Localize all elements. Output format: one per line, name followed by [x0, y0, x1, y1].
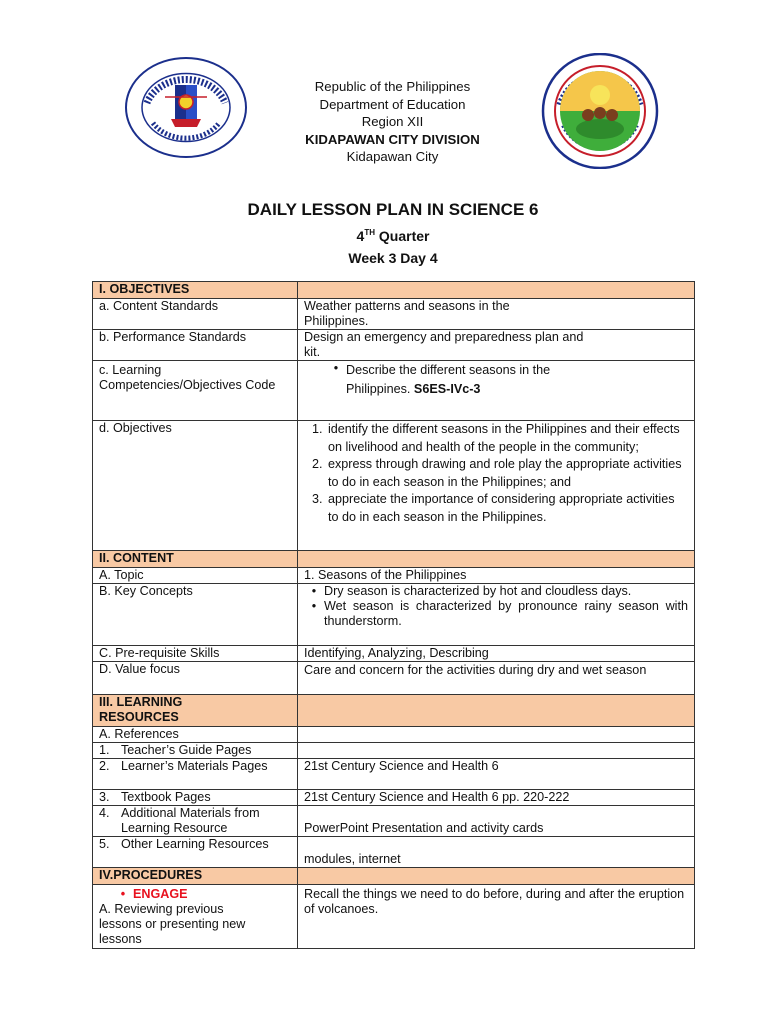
table-row [93, 790, 695, 806]
table-row [93, 568, 695, 584]
prereq-label: C. Pre-requisite Skills [93, 646, 298, 662]
performance-standards-label: b. Performance Standards [93, 330, 298, 361]
key-concept-dry: Dry season is characterized by hot and cloudless days. [324, 584, 632, 598]
competencies-label: c. Learning Competencies/Objectives Code [93, 361, 298, 421]
section-objectives-header: I. OBJECTIVES [93, 282, 298, 299]
ref-learners-materials-value: 21st Century Science and Health 6 [298, 759, 695, 790]
key-concept-wet: Wet season is characterized by pronounce rainy season with thunderstorm. [324, 599, 688, 628]
quarter-number: 4 [356, 228, 365, 244]
bullet: • [333, 361, 339, 375]
value-focus-value: Care and concern for the activities during dry and wet season [298, 662, 695, 695]
competency-code: S6ES-IVc-3 [413, 382, 481, 396]
list-item: 3. appreciate the importance of considering appropriate activities to do in each season in the Philippines. [326, 491, 688, 526]
header-line-division: KIDAPAWAN CITY DIVISION [305, 131, 480, 147]
lesson-plan-table [92, 281, 695, 949]
section-content-blank [298, 551, 695, 568]
step-a-value: Recall the things we need to do before, during and after the eruption of volcanoes. [298, 885, 695, 949]
table-row [93, 727, 695, 743]
header-line-department: Department of Education [319, 96, 466, 112]
ref-other-resources-value: modules, internet [298, 837, 695, 868]
table-row [93, 759, 695, 790]
section-objectives-blank [298, 282, 695, 299]
table-row [93, 646, 695, 662]
section-resources-header: III. LEARNING RESOURCES [93, 695, 298, 727]
week-day-line: Week 3 Day 4 [348, 250, 438, 266]
competency-text: Describe the different seasons in the Philippines. [346, 363, 551, 396]
ref-teachers-guide: 1. Teacher’s Guide Pages [93, 743, 298, 759]
references-label: A. References [93, 727, 298, 743]
ref-textbook-value: 21st Century Science and Health 6 pp. 220-222 [298, 790, 695, 806]
references-blank [298, 727, 695, 743]
list-item: 2. express through drawing and role play the appropriate activities to do in each season in the Philippines; and [326, 456, 688, 491]
header-line-republic: Republic of the Philippines [314, 79, 471, 94]
ref-teachers-guide-value [298, 743, 695, 759]
engage-cell [93, 885, 298, 949]
quarter-suffix: TH [364, 228, 375, 237]
header-line-region: Region XII [361, 114, 424, 129]
performance-standards-value: Design an emergency and preparedness plan and kit. [298, 330, 695, 361]
ref-additional-materials: 4. Additional Materials from Learning Resource [93, 806, 298, 837]
topic-value: 1. Seasons of the Philippines [298, 568, 695, 584]
list-item [304, 584, 688, 599]
section-procedures-row [93, 868, 695, 885]
bullet: • [120, 887, 126, 901]
section-resources-blank [298, 695, 695, 727]
prereq-value: Identifying, Analyzing, Describing [298, 646, 695, 662]
content-standards-label: a. Content Standards [93, 299, 298, 330]
table-row [93, 421, 695, 551]
quarter-line [0, 222, 768, 247]
deped-seal-right [540, 53, 660, 169]
key-concepts-value [298, 584, 695, 646]
engage-heading [99, 887, 291, 902]
page-title: DAILY LESSON PLAN IN SCIENCE 6 [247, 200, 539, 219]
value-focus-label: D. Value focus [93, 662, 298, 695]
objectives-label: d. Objectives [93, 421, 298, 551]
competencies-value [298, 361, 695, 421]
objectives-value [298, 421, 695, 551]
title-block [0, 198, 768, 269]
table-row [93, 330, 695, 361]
table-row [93, 837, 695, 868]
bullet: • [311, 584, 317, 598]
table-row [93, 806, 695, 837]
topic-label: A. Topic [93, 568, 298, 584]
section-content-header: II. CONTENT [93, 551, 298, 568]
section-content-row [93, 551, 695, 568]
step-a-label: A. Reviewing previous lessons or presenting new lessons [99, 902, 246, 946]
table-row [93, 885, 695, 949]
quarter-word: Quarter [375, 228, 430, 244]
letterhead [240, 78, 545, 166]
list-item [304, 599, 688, 629]
ref-learners-materials: 2. Learner’s Materials Pages [93, 759, 298, 790]
ref-additional-materials-value: PowerPoint Presentation and activity cards [298, 806, 695, 837]
table-row [93, 662, 695, 695]
table-row [93, 299, 695, 330]
ref-textbook: 3. Textbook Pages [93, 790, 298, 806]
list-item [326, 361, 688, 399]
bullet: • [311, 599, 317, 613]
table-row [93, 743, 695, 759]
section-procedures-blank [298, 868, 695, 885]
objectives-list [304, 421, 688, 526]
content-standards-value: Weather patterns and seasons in the Philippines. [298, 299, 695, 330]
table-row [93, 584, 695, 646]
key-concepts-label: B. Key Concepts [93, 584, 298, 646]
engage-label: ENGAGE [133, 887, 188, 901]
section-objectives-row [93, 282, 695, 299]
section-resources-row [93, 695, 695, 727]
deped-seal-left [125, 57, 247, 158]
list-item: 1. identify the different seasons in the Philippines and their effects on livelihood and health of the people in the community; [326, 421, 688, 456]
table-row [93, 361, 695, 421]
section-procedures-header: IV.PROCEDURES [93, 868, 298, 885]
header-line-city: Kidapawan City [346, 149, 439, 164]
ref-other-resources: 5. Other Learning Resources [93, 837, 298, 868]
